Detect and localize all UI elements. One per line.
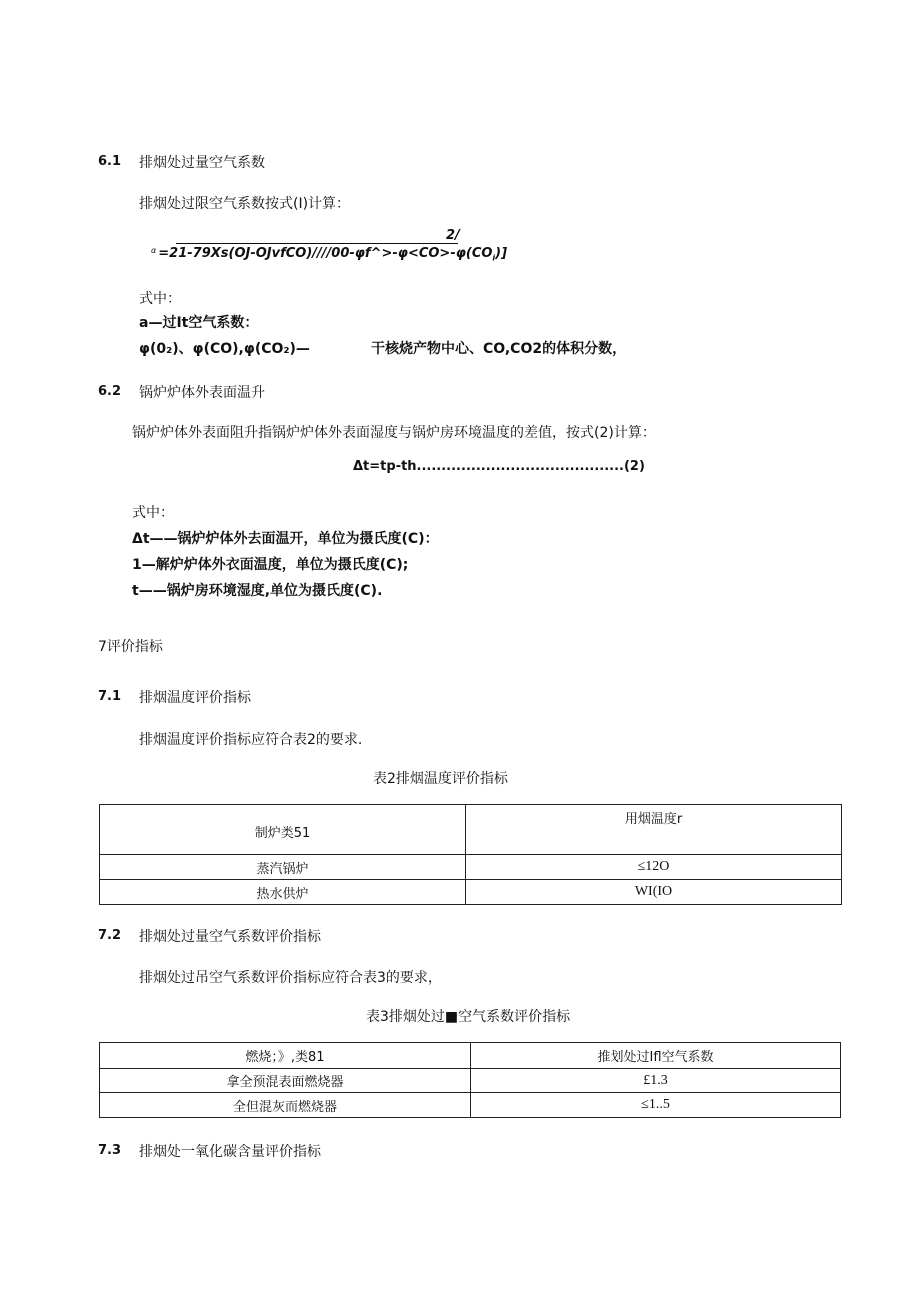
table-2-caption: 表2排烟温度评价指标 xyxy=(373,771,508,787)
table-3-caption: 表3排烟处过■空气系数评价指标 xyxy=(366,1009,571,1025)
table-2-cell: WI(IO xyxy=(466,880,842,905)
where-1-line-2-left: φ(0₂)、φ(CO),φ(CO₂)— xyxy=(139,341,310,357)
section-6-1-title: 排烟处过量空气系数 xyxy=(139,155,265,171)
section-7-3-number: 7.3 xyxy=(98,1143,122,1158)
section-7-1-number: 7.1 xyxy=(98,689,122,704)
section-7-1-intro: 排烟温度评价指标应符合表2的要求. xyxy=(139,732,363,748)
table-2-cell: ≤12O xyxy=(466,855,842,880)
section-7-2-number: 7.2 xyxy=(98,928,122,943)
formula-1-tail: )] xyxy=(495,246,508,261)
section-6-2-title: 锅炉炉体外表面温升 xyxy=(139,385,265,401)
where-1-line-1: a—过It空气系数： xyxy=(139,315,259,331)
formula-1-sub: i xyxy=(492,253,496,263)
formula-1-numerator: 2/ xyxy=(446,228,460,243)
table-2-header-temp: 用烟温度r xyxy=(466,805,842,855)
section-7-2-title: 排烟处过量空气系数评价指标 xyxy=(139,929,321,945)
section-7-1-title: 排烟温度评价指标 xyxy=(139,690,251,706)
table-3-header-type: 燃烧；》,类81 xyxy=(100,1043,471,1069)
table-3-cell: ≤1..5 xyxy=(471,1093,841,1118)
table-3 xyxy=(99,1042,841,1118)
section-6-2-intro: 锅炉炉体外表面阻升指锅炉炉体外表面湿度与锅炉房环境温度的差值，按式(2)计算： xyxy=(132,425,656,441)
formula-1-body: =21-79Xs(OJ-OJvfCO)////00-φf^>-φ<CO>-φ(CO xyxy=(158,246,493,261)
section-7-2-intro: 排烟处过吊空气系数评价指标应符合表3的要求， xyxy=(139,970,442,986)
where-2-line-2: 1—解炉炉体外衣面温度，单位为摄氏度(C); xyxy=(132,557,409,573)
section-7-3-title: 排烟处一氧化碳含量评价指标 xyxy=(139,1144,321,1160)
formula-1 xyxy=(151,246,507,263)
formula-2: Δt=tp-th..........................................(2) xyxy=(353,459,645,474)
table-row xyxy=(100,1093,841,1118)
table-2-cell: 蒸汽锅炉 xyxy=(100,855,466,880)
table-3-cell: 拿全预混表面燃烧器 xyxy=(100,1069,471,1093)
where-2-line-1: Δt——锅炉炉体外去面温开，单位为摄氏度(C)： xyxy=(132,531,439,547)
table-3-cell: £1.3 xyxy=(471,1069,841,1093)
where-2-label: 式中： xyxy=(132,505,174,521)
formula-1-prefix: α xyxy=(151,246,157,255)
table-row xyxy=(100,855,842,880)
where-2-line-3: t——锅炉房环境湿度,单位为摄氏度(C). xyxy=(132,583,383,599)
table-3-cell: 全但混灰而燃烧器 xyxy=(100,1093,471,1118)
table-3-header-coef: 推划处过Ifl空气系数 xyxy=(471,1043,841,1069)
table-row xyxy=(100,880,842,905)
where-1-line-2-right: 干核烧产物中心、CO,CO2的体积分数， xyxy=(371,341,627,357)
where-1-label: 式中： xyxy=(139,291,181,307)
table-2-cell: 热水供炉 xyxy=(100,880,466,905)
section-6-2-number: 6.2 xyxy=(98,384,122,399)
table-2-header-type: 制炉类51 xyxy=(100,805,466,855)
section-6-1-intro: 排烟处过限空气系数按式(I)计算： xyxy=(139,196,351,212)
chapter-7-title: 7评价指标 xyxy=(98,639,163,655)
formula-1-fraction-bar xyxy=(176,243,458,244)
table-row xyxy=(100,1069,841,1093)
table-row xyxy=(100,1043,841,1069)
table-2 xyxy=(99,804,842,905)
table-row xyxy=(100,805,842,855)
section-6-1-number: 6.1 xyxy=(98,154,122,169)
